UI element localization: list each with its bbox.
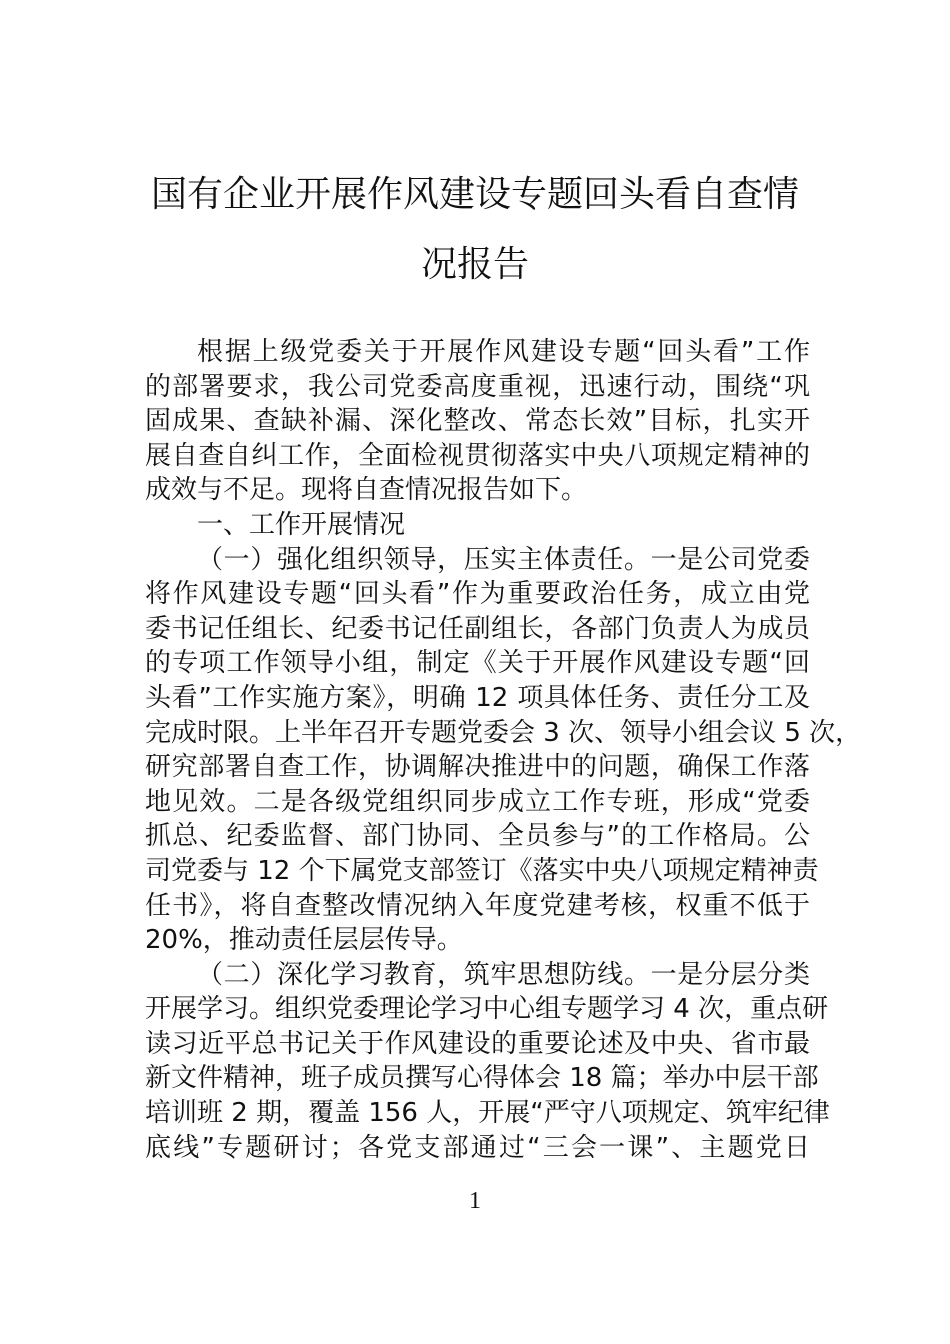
text-line: 开展学习。组织党委理论学习中心组专题学习 4 次，重点研 bbox=[145, 994, 829, 1025]
page-number: 1 bbox=[469, 1188, 481, 1214]
text-line: 头看”工作实施方案》，明确 12 项具体任务、责任分工及 bbox=[145, 682, 810, 713]
text-line: 抓总、纪委监督、部门协同、全员参与”的工作格局。公 bbox=[145, 821, 810, 852]
text-line: （一）强化组织领导，压实主体责任。一是公司党委 bbox=[197, 544, 810, 575]
text-line: 任书》，将自查整改情况纳入年度党建考核，权重不低于 bbox=[145, 890, 810, 921]
text-line: 新文件精神，班子成员撰写心得体会 18 篇；举办中层干部 bbox=[145, 1063, 819, 1094]
text-line: 根据上级党委关于开展作风建设专题“回头看”工作 bbox=[197, 337, 810, 367]
text-line: 读习近平总书记关于作风建设的重要论述及中央、省市最 bbox=[145, 1028, 810, 1059]
title-line-2: 况报告 bbox=[420, 244, 529, 285]
text-line: 研究部署自查工作，协调解决推进中的问题，确保工作落 bbox=[145, 752, 810, 783]
text-line: 将作风建设专题“回头看”作为重要政治任务，成立由党 bbox=[145, 579, 810, 610]
text-line: 成效与不足。现将自查情况报告如下。 bbox=[145, 475, 588, 506]
text-line: 一、工作开展情况 bbox=[197, 509, 406, 540]
text-line: 的专项工作领导小组，制定《关于开展作风建设专题“回 bbox=[145, 648, 810, 679]
text-line: 底线”专题研讨；各党支部通过“三会一课”、主题党日 bbox=[145, 1132, 810, 1163]
text-line: 委书记任组长、纪委书记任副组长，各部门负责人为成员 bbox=[145, 613, 810, 644]
text-line: （二）深化学习教育，筑牢思想防线。一是分层分类 bbox=[197, 959, 810, 990]
text-line: 培训班 2 期，覆盖 156 人，开展“严守八项规定、筑牢纪律 bbox=[145, 1098, 830, 1129]
text-line: 司党委与 12 个下属党支部签订《落实中央八项规定精神责 bbox=[145, 855, 819, 886]
text-line: 展自查自纠工作，全面检视贯彻落实中央八项规定精神的 bbox=[145, 440, 810, 471]
text-line: 地见效。二是各级党组织同步成立工作专班，形成“党委 bbox=[145, 786, 810, 817]
text-line: 固成果、查缺补漏、深化整改、常态长效”目标，扎实开 bbox=[145, 406, 810, 437]
text-line: 的部署要求，我公司党委高度重视，迅速行动，围绕“巩 bbox=[145, 371, 810, 402]
title-line-1: 国有企业开展作风建设专题回头看自查情 bbox=[150, 174, 799, 215]
document-body bbox=[145, 335, 862, 1165]
text-line: 完成时限。上半年召开专题党委会 3 次、领导小组会议 5 次， bbox=[145, 717, 862, 748]
text-line: 20%，推动责任层层传导。 bbox=[145, 925, 463, 956]
document-title bbox=[0, 160, 950, 300]
